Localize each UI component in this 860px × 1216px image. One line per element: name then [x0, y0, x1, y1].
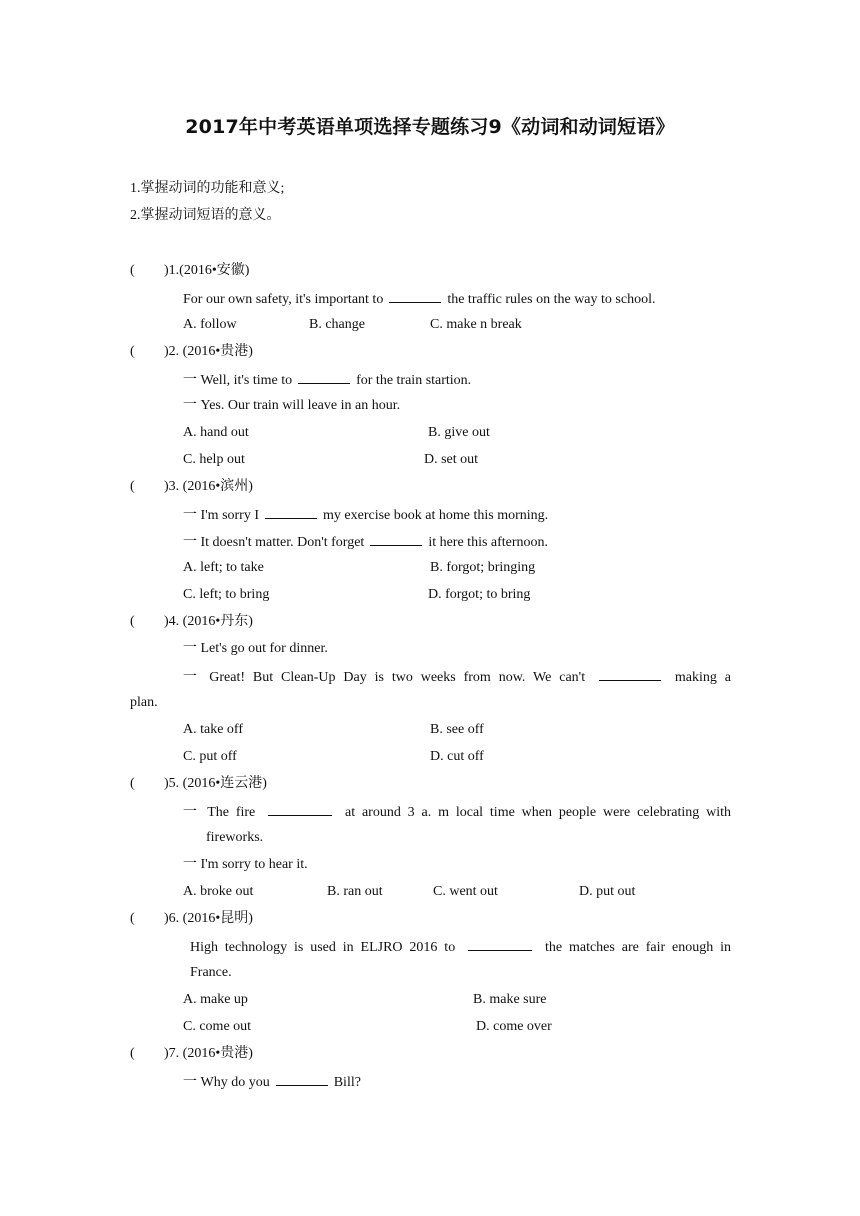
- option-d: D. come over: [476, 1019, 552, 1034]
- answer-blank: [298, 370, 350, 384]
- option-b: B. give out: [428, 425, 490, 440]
- option-c: C. come out: [183, 1019, 252, 1034]
- answer-blank: [268, 802, 332, 816]
- option-a: A. follow: [183, 317, 237, 332]
- option-a: A. left; to take: [183, 560, 264, 575]
- option-b: B. change: [309, 317, 365, 332]
- option-b: B. forgot; bringing: [430, 560, 536, 575]
- question-3-line-1: 一 I'm sorry I my exercise book at home this morning.: [183, 505, 548, 525]
- answer-paren: (: [130, 479, 135, 494]
- option-c: C. left; to bring: [183, 587, 270, 602]
- question-1-header: [130, 262, 249, 280]
- option-d: D. forgot; to bring: [428, 587, 531, 602]
- option-c: C. went out: [433, 884, 498, 899]
- option-d: D. set out: [424, 452, 479, 467]
- answer-blank: [370, 532, 422, 546]
- answer-paren: (: [130, 1046, 135, 1061]
- question-5-line-2: fireworks.: [206, 830, 264, 845]
- answer-blank: [468, 937, 532, 951]
- objective-2: 2.掌握动词短语的意义。: [130, 208, 281, 223]
- question-2-header: [130, 343, 253, 361]
- question-2-line-1: 一 Well, it's time to for the train startion.: [183, 370, 471, 390]
- question-6-header: [130, 910, 253, 928]
- answer-paren: (: [130, 911, 135, 926]
- option-a: A. hand out: [183, 425, 249, 440]
- question-number: )7. (2016•贵港): [164, 1046, 253, 1061]
- question-7-line-1: 一 Why do you Bill?: [183, 1072, 361, 1092]
- question-5-line-1: 一 The fire at around 3 a. m local time when people were celebrating with: [183, 802, 731, 820]
- question-6-line-2: France.: [190, 965, 232, 980]
- question-number: )5. (2016•连云港): [164, 776, 267, 791]
- answer-paren: (: [130, 614, 135, 629]
- answer-blank: [265, 505, 317, 519]
- question-4-line-1: 一 Let's go out for dinner.: [183, 641, 328, 656]
- question-number: )1.(2016•安徽): [164, 263, 250, 278]
- option-c: C. put off: [183, 749, 237, 764]
- option-a: A. take off: [183, 722, 243, 737]
- question-number: )4. (2016•丹东): [164, 614, 253, 629]
- answer-blank: [389, 289, 441, 303]
- page-title: 2017年中考英语单项选择专题练习9《动词和动词短语》: [185, 116, 675, 138]
- answer-paren: (: [130, 263, 135, 278]
- option-c: C. help out: [183, 452, 245, 467]
- question-number: )6. (2016•昆明): [164, 911, 253, 926]
- answer-blank: [276, 1072, 328, 1086]
- question-5-line-3: 一 I'm sorry to hear it.: [183, 857, 308, 872]
- question-2-line-2: 一 Yes. Our train will leave in an hour.: [183, 398, 401, 413]
- option-a: A. make up: [183, 992, 248, 1007]
- question-6-line-1: High technology is used in ELJRO 2016 to the matches are fair enough in: [190, 937, 731, 955]
- objective-1: 1.掌握动词的功能和意义;: [130, 181, 285, 196]
- option-b: B. make sure: [473, 992, 547, 1007]
- question-7-header: [130, 1045, 253, 1063]
- answer-paren: (: [130, 776, 135, 791]
- question-1-stem: For our own safety, it's important to the traffic rules on the way to school.: [183, 289, 655, 309]
- option-c: C. make n break: [430, 317, 522, 332]
- option-a: A. broke out: [183, 884, 254, 899]
- option-b: B. ran out: [327, 884, 383, 899]
- answer-blank: [599, 667, 661, 681]
- option-b: B. see off: [430, 722, 484, 737]
- answer-paren: (: [130, 344, 135, 359]
- question-number: )2. (2016•贵港): [164, 344, 253, 359]
- question-4-header: [130, 613, 253, 631]
- question-number: )3. (2016•滨州): [164, 479, 253, 494]
- question-3-header: [130, 478, 253, 496]
- question-4-line-3: plan.: [130, 695, 158, 710]
- option-d: D. put out: [579, 884, 636, 899]
- option-d: D. cut off: [430, 749, 484, 764]
- question-4-line-2: 一 Great! But Clean-Up Day is two weeks from now. We can't making a: [183, 667, 731, 685]
- question-3-line-2: 一 It doesn't matter. Don't forget it here this afternoon.: [183, 532, 548, 552]
- question-5-header: [130, 775, 267, 793]
